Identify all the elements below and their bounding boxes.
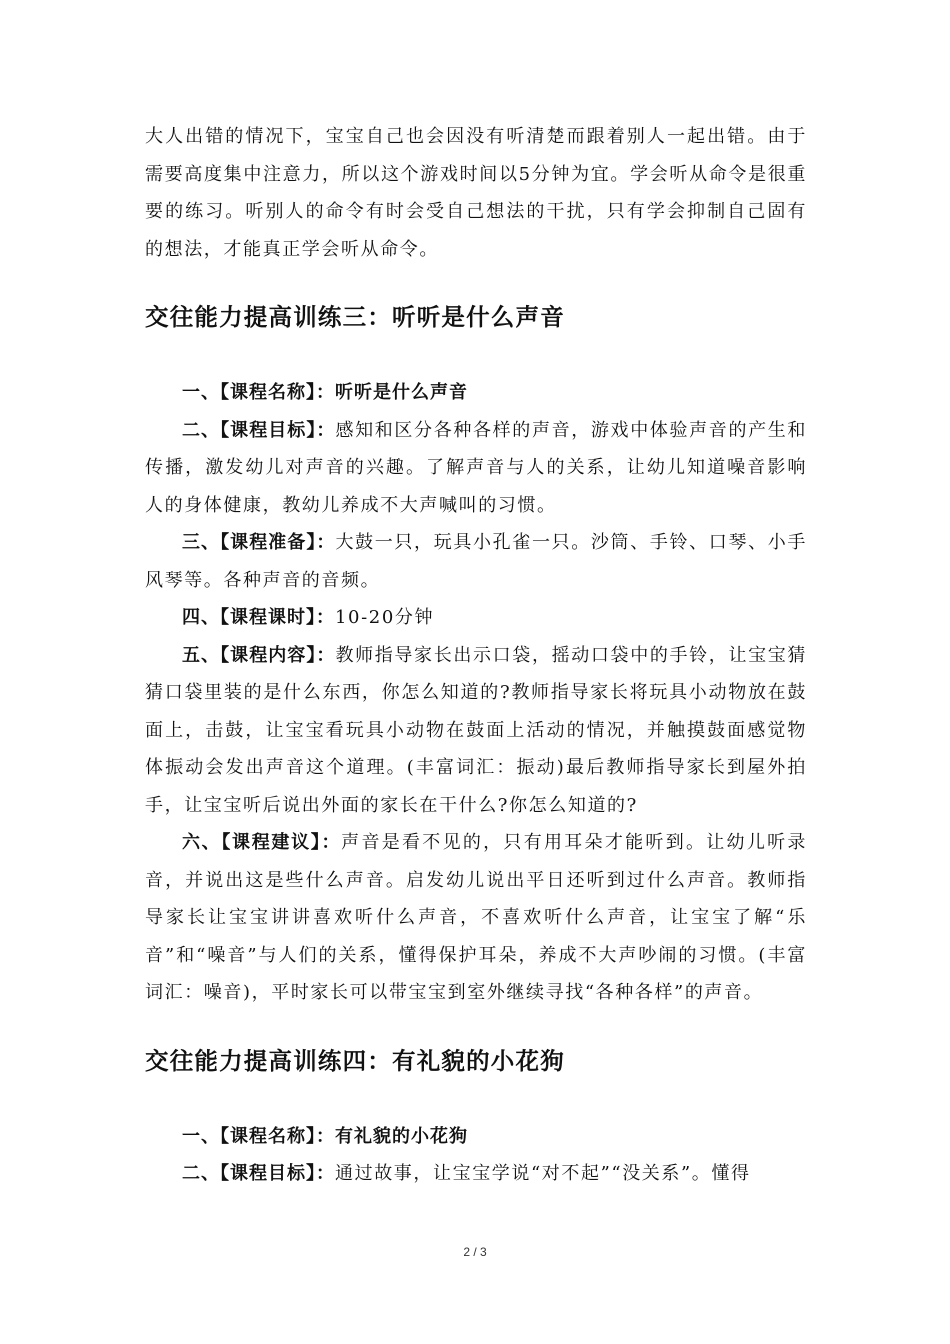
item-text: 听听是什么声音: [335, 382, 468, 403]
item-text: 通过故事，让宝宝学说“对不起”“没关系”。懂得: [335, 1163, 751, 1184]
item-text: 感知和区分各种各样的声音，游戏中体验声音的产生和传播，激发幼儿对声音的兴趣。了解声音与人的关系，让幼儿知道噪音影响人的身体健康，教幼儿养成不大声喊叫的习惯。: [145, 419, 807, 516]
section-3-item-prep: [145, 524, 807, 599]
section-3-item-content: [145, 637, 807, 825]
item-label: 三、【课程准备】：: [182, 532, 336, 553]
item-text: 声音是看不见的，只有用耳朵才能听到。让幼儿听录音，并说出这是些什么声音。启发幼儿说出平日还听到过什么声音。教师指导家长让宝宝讲讲喜欢听什么声音，不喜欢听什么声音，让宝宝了解“乐音”和“噪音”与人们的关系，懂得保护耳朵，养成不大声吵闹的习惯。(丰富词汇：噪音)，平时家长可以带宝宝到室外继续寻找“各种各样”的声音。: [145, 832, 807, 1003]
item-label: 六、【课程建议】：: [182, 832, 342, 853]
document-body: [145, 118, 807, 1193]
section-4-title: 交往能力提高训练四：有礼貌的小花狗: [145, 1046, 565, 1075]
section-4-item-name: [145, 1118, 807, 1156]
item-text: 有礼貌的小花狗: [335, 1125, 468, 1147]
page-number: 2 / 3: [463, 1245, 487, 1259]
section-4-item-goal: [145, 1155, 807, 1193]
section-3-item-name: [145, 374, 807, 412]
section-3-title: 交往能力提高训练三：听听是什么声音: [145, 303, 565, 331]
section-3-item-duration: [145, 599, 807, 637]
item-label: 一、【课程名称】：: [182, 382, 335, 403]
item-label: 五、【课程内容】：: [182, 644, 336, 666]
item-text: 大鼓一只，玩具小孔雀一只。沙筒、手铃、口琴、小手风琴等。各种声音的音频。: [145, 532, 807, 591]
item-label: 四、【课程课时】：: [182, 607, 335, 628]
item-label: 二、【课程目标】：: [182, 1163, 335, 1184]
item-text: 教师指导家长出示口袋，摇动口袋中的手铃，让宝宝猜猜口袋里装的是什么东西，你怎么知道的?教师指导家长将玩具小动物放在鼓面上，击鼓，让宝宝看玩具小动物在鼓面上活动的情况，并触摸鼓面感觉物体振动会发出声音这个道理。(丰富词汇：振动)最后教师指导家长到屋外拍手，让宝宝听后说出外面的家长在干什么?你怎么知道的?: [145, 644, 807, 816]
intro-paragraph: 大人出错的情况下，宝宝自己也会因没有听清楚而跟着别人一起出错。由于需要高度集中注意力，所以这个游戏时间以5分钟为宜。学会听从命令是很重要的练习。听别人的命令有时会受自己想法的干扰，只有学会抑制自己固有的想法，才能真正学会听从命令。: [145, 126, 807, 260]
item-label: 一、【课程名称】：: [182, 1125, 335, 1147]
section-4-content: [145, 1118, 807, 1193]
item-text: 10-20分钟: [335, 607, 435, 628]
section-3-content: [145, 374, 807, 1012]
section-3-item-advice: [145, 824, 807, 1012]
item-label: 二、【课程目标】：: [182, 419, 336, 441]
section-3-item-goal: [145, 412, 807, 525]
